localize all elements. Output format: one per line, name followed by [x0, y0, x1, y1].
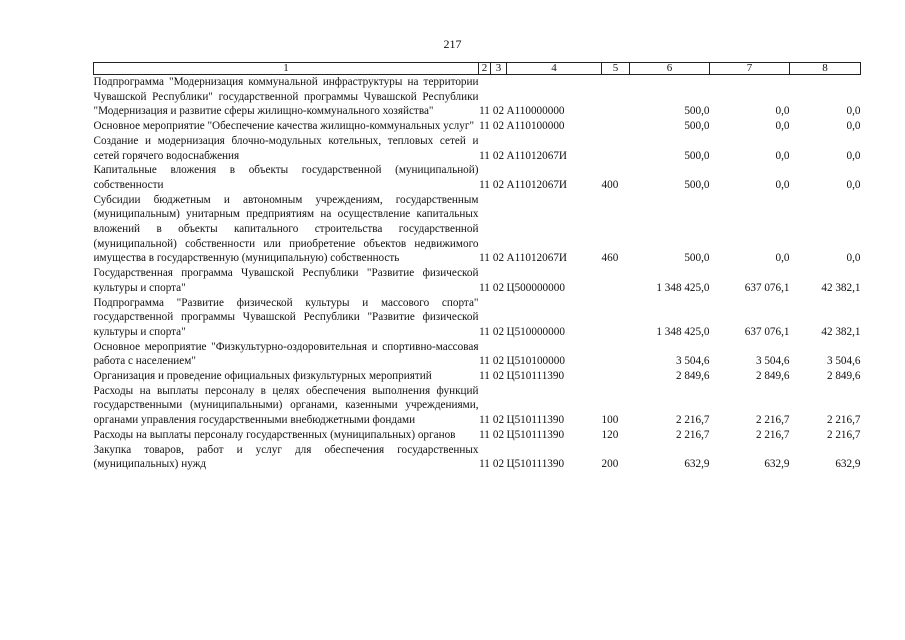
amount-col7: 2 216,7 — [755, 414, 790, 427]
subsection-code: 02 — [492, 325, 505, 338]
table-row — [94, 75, 861, 120]
amount-col7: 2 216,7 — [755, 428, 790, 441]
expense-type-code — [602, 296, 630, 340]
column-header: 6 — [630, 63, 710, 75]
expense-type-code: 460 — [601, 252, 619, 265]
column-header: 4 — [507, 63, 602, 75]
amount-col6: 500,0 — [684, 105, 710, 118]
section-code: 11 — [479, 414, 490, 427]
subsection-code: 02 — [492, 281, 505, 294]
section-code: 11 — [479, 149, 490, 162]
subsection-code: 02 — [492, 355, 505, 368]
table-row — [94, 443, 861, 472]
budget-table — [93, 62, 861, 472]
subsection-code: 02 — [492, 105, 505, 118]
section-code: 11 — [479, 428, 490, 441]
table-row — [94, 119, 861, 134]
amount-col8: 42 382,1 — [821, 325, 861, 338]
section-code: 11 — [479, 458, 490, 471]
section-code: 11 — [479, 370, 490, 383]
amount-col7: 632,9 — [764, 458, 790, 471]
column-header: 3 — [491, 63, 507, 75]
column-header: 2 — [479, 63, 491, 75]
column-header: 8 — [790, 63, 861, 75]
row-description: Расходы на выплаты персоналу в целях обеспечения выполнения функций государственными (муниципальными) органами, казенными учреждениями, органами управления государственными внебюджетными фондами — [93, 384, 479, 427]
row-description: Основное мероприятие "Обеспечение качества жилищно-коммунальных услуг" — [93, 120, 475, 133]
subsection-code: 02 — [492, 458, 505, 471]
section-code: 11 — [479, 105, 490, 118]
subsection-code: 02 — [492, 414, 505, 427]
target-item-code: Ц510111390 — [506, 428, 565, 441]
amount-col8: 42 382,1 — [821, 281, 861, 294]
amount-col7: 0,0 — [775, 149, 790, 162]
amount-col8: 2 849,6 — [826, 370, 861, 383]
row-description: Подпрограмма "Развитие физической культуры и массового спорта" государственной программы Чувашской Республики "Развитие физической культуры и спорта" — [93, 296, 479, 338]
table-row — [94, 266, 861, 295]
table-row — [94, 134, 861, 163]
expense-type-code — [602, 75, 630, 120]
table-row — [94, 384, 861, 428]
amount-col8: 0,0 — [846, 120, 861, 133]
table-row — [94, 369, 861, 384]
amount-col7: 637 076,1 — [744, 281, 790, 294]
page-number: 217 — [443, 37, 462, 51]
target-item-code: А110100000 — [506, 120, 565, 133]
target-item-code: Ц500000000 — [506, 281, 565, 294]
column-number-row — [94, 63, 861, 75]
section-code: 11 — [479, 120, 490, 133]
row-description: Закупка товаров, работ и услуг для обеспечения государственных (муниципальных) нужд — [93, 443, 479, 471]
row-description: Государственная программа Чувашской Республики "Развитие физической культуры и спорта" — [93, 267, 479, 294]
expense-type-code: 120 — [601, 428, 619, 441]
expense-type-code — [602, 369, 630, 384]
table-row — [94, 163, 861, 192]
row-description: Субсидии бюджетным и автономным учреждениям, государственным (муниципальным) унитарным предприятиям на осуществление капитальных вложений в объекты капитального строительства государственной (муниципальной) собственности или приобретение объектов недвижимого имущества в государственную (муниципальную) собственность — [93, 193, 479, 265]
target-item-code: А11012067И — [506, 149, 567, 162]
amount-col8: 2 216,7 — [826, 428, 861, 441]
section-code: 11 — [479, 281, 490, 294]
amount-col6: 1 348 425,0 — [656, 325, 710, 338]
expense-type-code: 200 — [601, 458, 619, 471]
amount-col7: 637 076,1 — [744, 325, 790, 338]
target-item-code: Ц510000000 — [506, 325, 565, 338]
amount-col7: 0,0 — [775, 120, 790, 133]
amount-col8: 0,0 — [846, 149, 861, 162]
subsection-code: 02 — [492, 428, 505, 441]
table-row — [94, 193, 861, 267]
amount-col6: 500,0 — [684, 252, 710, 265]
amount-col6: 2 849,6 — [675, 370, 710, 383]
amount-col6: 500,0 — [684, 178, 710, 191]
target-item-code: А110000000 — [506, 105, 565, 118]
target-item-code: Ц510111390 — [506, 414, 565, 427]
row-description: Создание и модернизация блочно-модульных котельных, тепловых сетей и сетей горячего водоснабжения — [93, 134, 479, 162]
amount-col7: 0,0 — [775, 252, 790, 265]
target-item-code: Ц510100000 — [506, 355, 565, 368]
section-code: 11 — [479, 355, 490, 368]
amount-col8: 2 216,7 — [826, 414, 861, 427]
section-code: 11 — [479, 252, 490, 265]
amount-col8: 632,9 — [835, 458, 861, 471]
row-description: Расходы на выплаты персоналу государственных (муниципальных) органов — [93, 428, 456, 441]
column-header: 1 — [94, 63, 479, 75]
target-item-code: Ц510111390 — [506, 458, 565, 471]
target-item-code: А11012067И — [506, 252, 567, 265]
amount-col7: 2 849,6 — [755, 370, 790, 383]
amount-col8: 3 504,6 — [826, 355, 861, 368]
expense-type-code — [602, 119, 630, 134]
subsection-code: 02 — [492, 178, 505, 191]
amount-col6: 500,0 — [684, 120, 710, 133]
amount-col6: 2 216,7 — [675, 428, 710, 441]
column-header: 7 — [710, 63, 790, 75]
amount-col7: 3 504,6 — [755, 355, 790, 368]
target-item-code: Ц510111390 — [506, 370, 565, 383]
amount-col6: 632,9 — [684, 458, 710, 471]
row-description: Основное мероприятие "Физкультурно-оздоровительная и спортивно-массовая работа с населением" — [93, 340, 479, 368]
expense-type-code — [602, 340, 630, 369]
row-description: Капитальные вложения в объекты государственной (муниципальной) собственности — [93, 164, 479, 191]
amount-col6: 1 348 425,0 — [656, 281, 710, 294]
subsection-code: 02 — [492, 252, 505, 265]
row-description: Подпрограмма "Модернизация коммунальной инфраструктуры на территории Чувашской Республики" государственной программы Чувашской Республики "Модернизация и развитие сферы жилищно-коммунального хозяйства" — [93, 76, 479, 118]
subsection-code: 02 — [492, 149, 505, 162]
expense-type-code — [602, 266, 630, 295]
amount-col7: 0,0 — [775, 105, 790, 118]
expense-type-code — [602, 134, 630, 163]
amount-col6: 3 504,6 — [675, 355, 710, 368]
table-body — [94, 75, 861, 472]
column-header: 5 — [602, 63, 630, 75]
table-row — [94, 296, 861, 340]
expense-type-code: 400 — [601, 178, 619, 191]
row-description: Организация и проведение официальных физкультурных мероприятий — [93, 370, 432, 383]
table-row — [94, 340, 861, 369]
amount-col6: 500,0 — [684, 149, 710, 162]
amount-col8: 0,0 — [846, 105, 861, 118]
amount-col6: 2 216,7 — [675, 414, 710, 427]
amount-col8: 0,0 — [846, 252, 861, 265]
table-row — [94, 428, 861, 443]
target-item-code: А11012067И — [506, 178, 567, 191]
amount-col7: 0,0 — [775, 178, 790, 191]
section-code: 11 — [479, 178, 490, 191]
subsection-code: 02 — [492, 370, 505, 383]
amount-col8: 0,0 — [846, 178, 861, 191]
section-code: 11 — [479, 325, 490, 338]
subsection-code: 02 — [492, 120, 505, 133]
expense-type-code: 100 — [601, 414, 619, 427]
